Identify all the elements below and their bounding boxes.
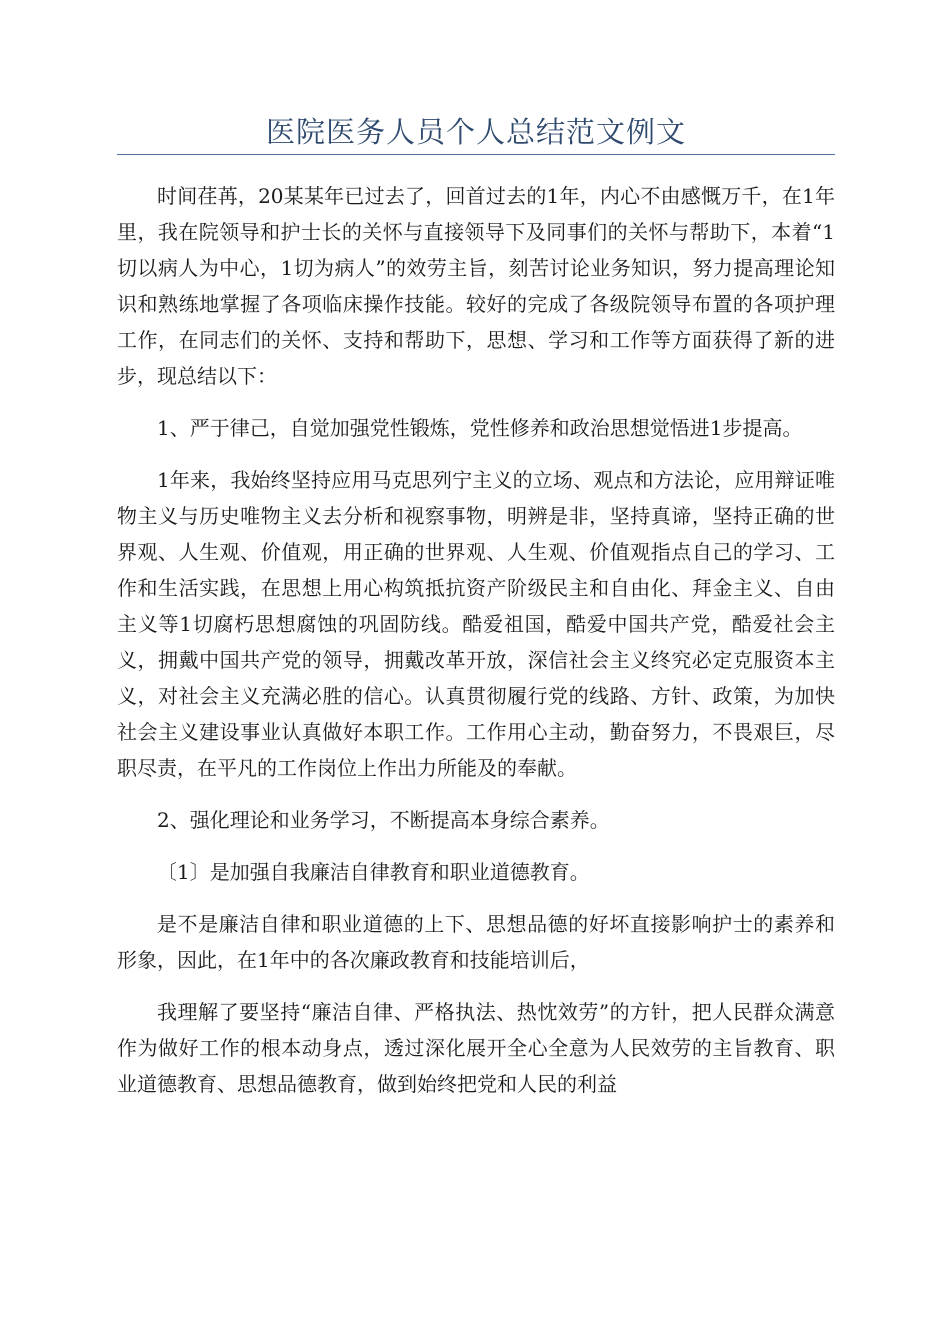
paragraph-section-1-body: 1年来，我始终坚持应用马克思列宁主义的立场、观点和方法论，应用辩证唯物主义与历史唯物主义去分析和视察事物，明辨是非，坚持真谛，坚持正确的世界观、人生观、价值观，用正确的世界观、人生观、价值观指点自己的学习、工作和生活实践，在思想上用心构筑抵抗资产阶级民主和自由化、拜金主义、自由主义等1切腐朽思想腐蚀的巩固防线。酷爱祖国，酷爱中国共产党，酷爱社会主义，拥戴中国共产党的领导，拥戴改革开放，深信社会主义终究必定克服资本主义，对社会主义充满必胜的信心。认真贯彻履行党的线路、方针、政策，为加快社会主义建设事业认真做好本职工作。工作用心主动，勤奋努力，不畏艰巨，尽职尽责，在平凡的工作岗位上作出力所能及的奉献。 [117, 468, 835, 780]
paragraph-subsection-1-body: 是不是廉洁自律和职业道德的上下、思想品德的好坏直接影响护士的素养和形象，因此，在1年中的各次廉政教育和技能培训后， [117, 912, 835, 972]
paragraph-section-2-heading: 2、强化理论和业务学习，不断提高本身综合素养。 [157, 808, 610, 832]
paragraph-subsection-1-continued: 我理解了要坚持“廉洁自律、严格执法、热忱效劳”的方针，把人民群众满意作为做好工作的根本动身点，透过深化展开全心全意为人民效劳的主旨教育、职业道德教育、思想品德教育，做到始终把党和人民的利益 [117, 1000, 835, 1096]
paragraph-section-1-heading: 1、严于律己，自觉加强党性锻炼，党性修养和政治思想觉悟进1步提高。 [157, 416, 803, 440]
document-body [117, 178, 835, 1118]
title-underline [117, 154, 835, 155]
document-title: 医院医务人员个人总结范文例文 [265, 115, 686, 149]
paragraph-subsection-1-heading: 〔1〕是加强自我廉洁自律教育和职业道德教育。 [157, 860, 590, 884]
paragraph-intro: 时间荏苒，20某某年已过去了，回首过去的1年，内心不由感慨万千，在1年里，我在院领导和护士长的关怀与直接领导下及同事们的关怀与帮助下，本着“1切以病人为中心，1切为病人”的效劳主旨，刻苦讨论业务知识，努力提高理论知识和熟练地掌握了各项临床操作技能。较好的完成了各级院领导布置的各项护理工作，在同志们的关怀、支持和帮助下，思想、学习和工作等方面获得了新的进步，现总结以下： [117, 184, 835, 388]
